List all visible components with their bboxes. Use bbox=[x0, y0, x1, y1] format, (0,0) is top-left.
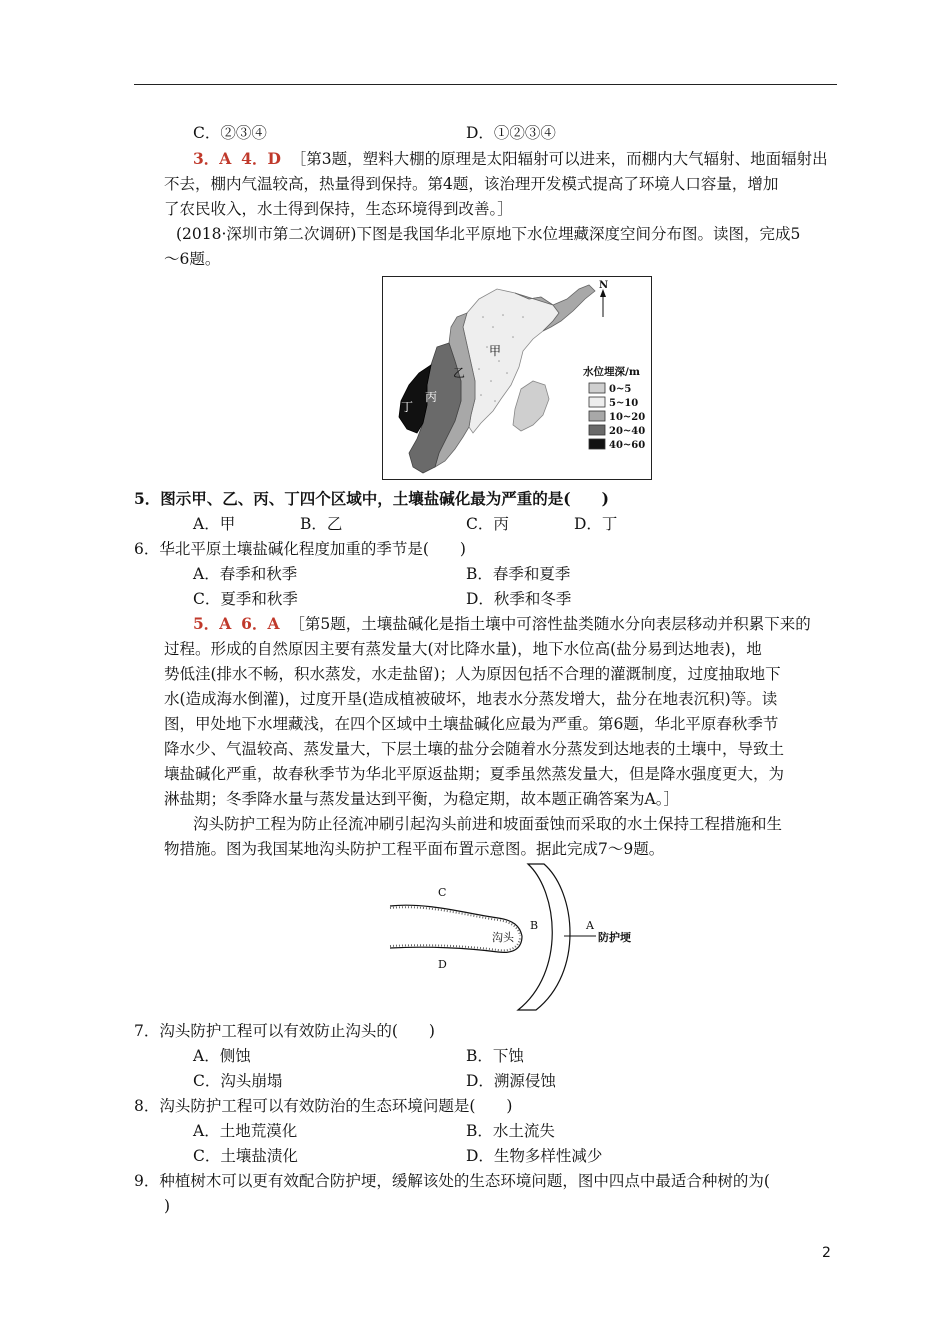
q6-option-d: D．秋季和冬季 bbox=[466, 590, 572, 608]
gully-protection-diagram bbox=[388, 862, 648, 1012]
explanation-text: ［第3题，塑料大棚的原理是太阳辐射可以进来，而棚内大气辐射、地面辐射出 bbox=[290, 150, 828, 168]
answer-5-6-line6: 降水少、气温较高、蒸发量大，下层土壤的盐分会随着水分蒸发到达地表的土壤中，导致土 bbox=[164, 740, 785, 758]
answer-3-4-line1 bbox=[193, 148, 828, 170]
q5-option-c: C．丙 bbox=[466, 515, 509, 533]
header-rule bbox=[134, 84, 837, 85]
q7-option-b: B．下蚀 bbox=[466, 1047, 524, 1065]
intro-5-6-line1: (2018·深圳市第二次调研)下图是我国华北平原地下水位埋藏深度空间分布图。读图，完成5 bbox=[176, 225, 801, 243]
q7-option-a: A．侧蚀 bbox=[193, 1047, 251, 1065]
region-label-jia: 甲 bbox=[489, 344, 502, 358]
q5-option-b: B．乙 bbox=[300, 515, 343, 533]
legend-label-4: 40~60 bbox=[609, 440, 646, 451]
answer-5-6-line3: 势低洼(排水不畅，积水蒸发，水走盐留)；人为原因包括不合理的灌溉制度，过度抽取地下 bbox=[164, 665, 781, 683]
answer-3: 3．A bbox=[193, 149, 232, 168]
map-legend bbox=[589, 383, 645, 451]
answer-3-4-line2: 不去，棚内气温较高，热量得到保持。第4题，该治理开发模式提高了环境人口容量，增加 bbox=[164, 175, 779, 193]
legend-swatch-2 bbox=[589, 411, 605, 421]
q8-stem: 8．沟头防护工程可以有效防治的生态环境问题是( ) bbox=[134, 1097, 513, 1115]
region-southeast-shape bbox=[513, 381, 549, 431]
region-label-yi: 乙 bbox=[453, 366, 466, 380]
legend-swatch-0 bbox=[589, 383, 605, 393]
q5-stem: 5．图示甲、乙、丙、丁四个区域中，土壤盐碱化最为严重的是( ) bbox=[134, 489, 609, 508]
q5-option-d: D．丁 bbox=[574, 515, 618, 533]
region-label-bing: 丙 bbox=[425, 390, 438, 404]
north-arrow-icon bbox=[600, 289, 606, 317]
legend-label-0: 0~5 bbox=[609, 384, 632, 395]
answer-5-6-line2: 过程。形成的自然原因主要有蒸发量大(对比降水量)，地下水位高(盐分易到达地表)，地 bbox=[164, 640, 762, 658]
protective-bank-shape bbox=[518, 864, 570, 1010]
point-d-label: D bbox=[438, 958, 447, 971]
q6-stem: 6．华北平原土壤盐碱化程度加重的季节是( ) bbox=[134, 540, 466, 558]
legend-label-1: 5~10 bbox=[609, 398, 639, 409]
q6-option-c: C．夏季和秋季 bbox=[193, 590, 298, 608]
answer-6: 6．A bbox=[241, 614, 280, 633]
protective-bank-label: 防护埂 bbox=[598, 931, 631, 944]
legend-label-2: 10~20 bbox=[609, 412, 646, 423]
answer-5-6-line1 bbox=[193, 613, 811, 635]
answer-5: 5．A bbox=[193, 614, 232, 633]
gully-head-label: 沟头 bbox=[492, 931, 514, 944]
q7-stem: 7．沟头防护工程可以有效防止沟头的( ) bbox=[134, 1022, 435, 1040]
q7-option-d: D．溯源侵蚀 bbox=[466, 1072, 556, 1090]
intro-7-9-line2: 物措施。图为我国某地沟头防护工程平面布置示意图。据此完成7～9题。 bbox=[164, 840, 665, 858]
legend-swatch-1 bbox=[589, 397, 605, 407]
q4-option-c: C．②③④ bbox=[193, 124, 267, 142]
q8-option-c: C．土壤盐渍化 bbox=[193, 1147, 298, 1165]
point-a-label: A bbox=[586, 919, 594, 932]
legend-swatch-3 bbox=[589, 425, 605, 435]
legend-title: 水位埋深/m bbox=[583, 366, 640, 378]
q8-option-b: B．水土流失 bbox=[466, 1122, 555, 1140]
q4-option-d: D．①②③④ bbox=[466, 124, 556, 142]
point-c-label: C bbox=[438, 886, 447, 899]
answer-4: 4．D bbox=[241, 149, 281, 168]
q8-option-a: A．土地荒漠化 bbox=[193, 1122, 298, 1140]
q6-option-b: B．春季和夏季 bbox=[466, 565, 571, 583]
q9-stem-line2: ) bbox=[164, 1197, 171, 1215]
answer-5-6-line5: 图，甲处地下水埋藏浅，在四个区域中土壤盐碱化应最为严重。第6题，华北平原春秋季节 bbox=[164, 715, 779, 733]
point-b-label: B bbox=[530, 919, 539, 932]
q9-stem-line1: 9．种植树木可以更有效配合防护埂，缓解该处的生态环境问题，图中四点中最适合种树的为( bbox=[134, 1172, 770, 1190]
legend-swatch-4 bbox=[589, 439, 605, 449]
answer-3-4-line3: 了农民收入，水土得到保持，生态环境得到改善。］ bbox=[164, 200, 513, 218]
region-label-ding: 丁 bbox=[401, 400, 414, 414]
intro-5-6-line2: ～6题。 bbox=[164, 250, 221, 268]
explanation-text: ［第5题，土壤盐碱化是指土壤中可溶性盐类随水分向表层移动并积累下来的 bbox=[289, 615, 811, 633]
q6-option-a: A．春季和秋季 bbox=[193, 565, 298, 583]
north-label: N bbox=[599, 280, 609, 291]
diagram-svg bbox=[388, 862, 648, 1012]
answer-5-6-line8: 淋盐期；冬季降水量与蒸发量达到平衡，为稳定期，故本题正确答案为A。］ bbox=[164, 790, 679, 808]
answer-5-6-line7: 壤盐碱化严重，故春秋季节为华北平原返盐期；夏季虽然蒸发量大，但是降水强度更大，为 bbox=[164, 765, 785, 783]
q5-option-a: A．甲 bbox=[193, 515, 236, 533]
intro-7-9-line1: 沟头防护工程为防止径流冲刷引起沟头前进和坡面蚕蚀而采取的水土保持工程措施和生 bbox=[193, 815, 783, 833]
q8-option-d: D．生物多样性减少 bbox=[466, 1147, 603, 1165]
answer-5-6-line4: 水(造成海水倒灌)，过度开垦(造成植被破坏，地表水分蒸发增大，盐分在地表沉积)等。读 bbox=[164, 690, 778, 708]
legend-label-3: 20~40 bbox=[609, 426, 646, 437]
map-svg bbox=[383, 277, 651, 479]
q7-option-c: C．沟头崩塌 bbox=[193, 1072, 283, 1090]
groundwater-depth-map bbox=[382, 276, 652, 480]
page-number: 2 bbox=[822, 1245, 831, 1261]
